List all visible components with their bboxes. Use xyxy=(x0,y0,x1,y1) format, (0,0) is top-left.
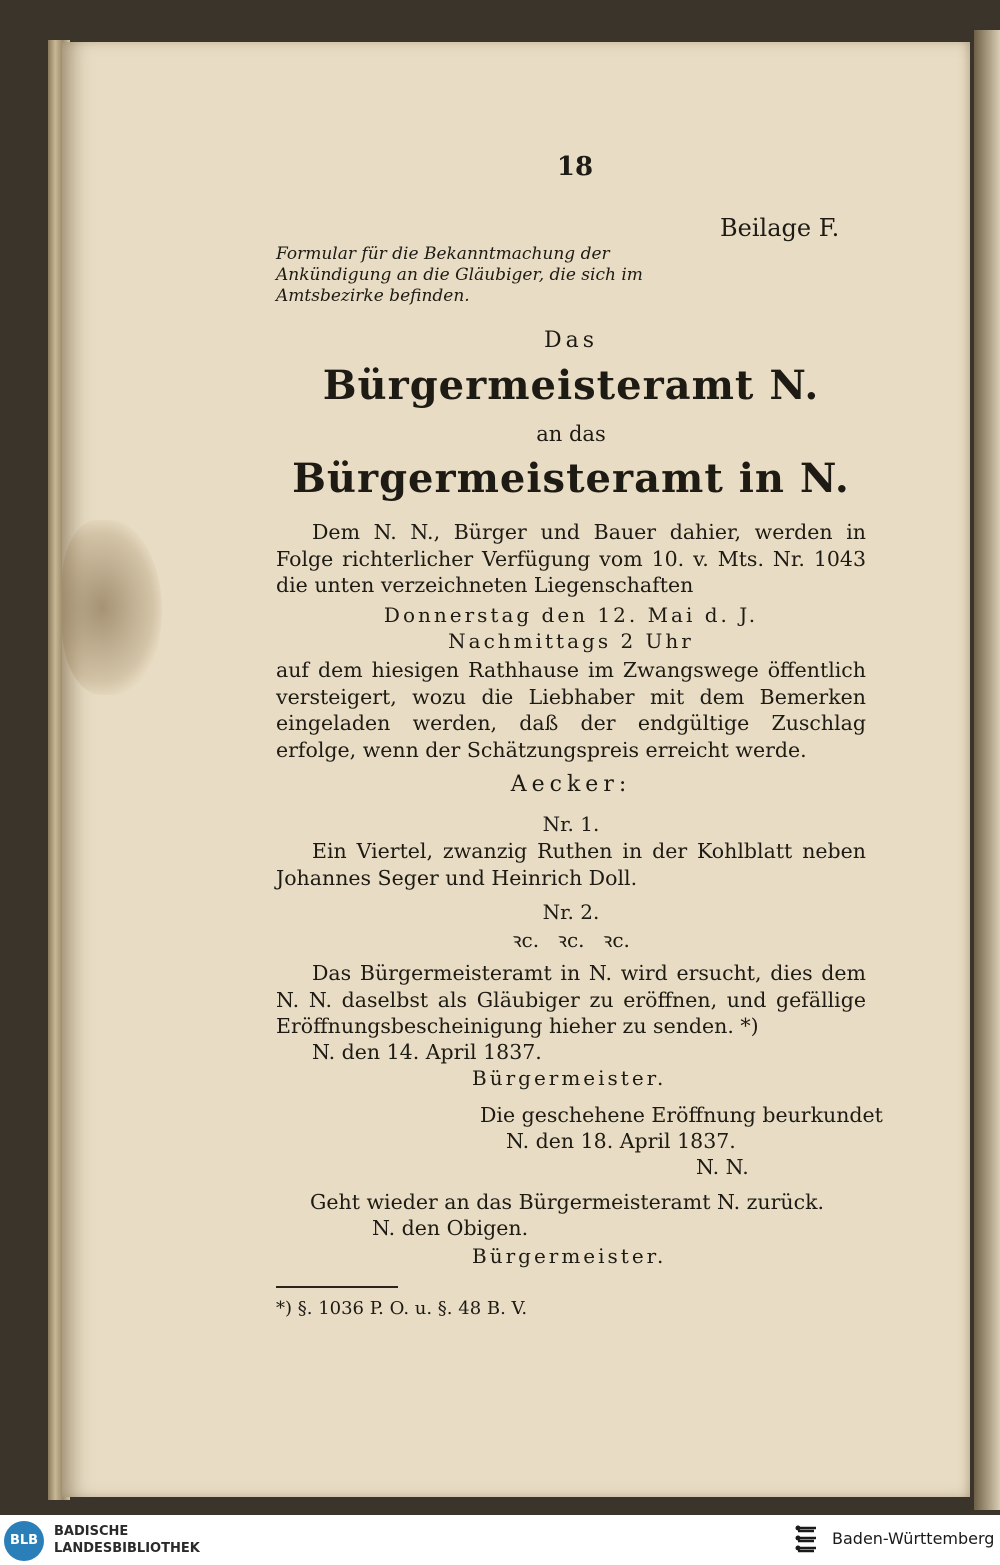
das-line: Das xyxy=(543,328,599,353)
signature-buergermeister-1: Bürgermeister. xyxy=(472,1066,667,1090)
beilage-label: Beilage F. xyxy=(720,214,840,242)
blb-name[interactable] xyxy=(54,1523,200,1557)
etc-line: ꝛc. ꝛc. ꝛc. xyxy=(512,928,630,952)
date-line-2: N. den 18. April 1837. xyxy=(506,1129,736,1153)
blb-name-line-2: LANDESBIBLIOTHEK xyxy=(54,1541,200,1556)
formular-note: Formular für die Bekanntmachung der Ankündigung an die Gläubiger, die sich im Amtsbezirke befinden. xyxy=(276,244,643,306)
return-line: Geht wieder an das Bürgermeisteramt N. zurück. xyxy=(310,1190,825,1214)
blb-name-line-1: BADISCHE xyxy=(54,1524,129,1539)
auction-time: Nachmittags 2 Uhr xyxy=(448,629,694,653)
heading-sender: Bürgermeisteramt N. xyxy=(322,362,820,409)
date-line-1: N. den 14. April 1837. xyxy=(312,1040,542,1064)
blb-logo-icon[interactable]: BLB xyxy=(4,1521,44,1561)
paragraph-request: Das Bürgermeisteramt in N. wird ersucht, dies dem N. N. daselbst als Gläubiger zu eröffnen, und gefällige Eröffnungsbescheinigung hieher zu senden. *) xyxy=(276,961,866,1038)
item-nr-1: Nr. 1. xyxy=(542,812,600,836)
confirmation-line: Die geschehene Eröffnung beurkundet xyxy=(480,1103,883,1127)
item-1-description: Ein Viertel, zwanzig Ruthen in der Kohlblatt neben Johannes Seger und Heinrich Doll. xyxy=(276,839,866,890)
item-nr-2: Nr. 2. xyxy=(542,900,600,924)
bw-lions-icon[interactable] xyxy=(792,1523,820,1557)
footnote: *) §. 1036 P. O. u. §. 48 B. V. xyxy=(276,1298,528,1319)
signature-nn: N. N. xyxy=(696,1155,749,1179)
date-line-3: N. den Obigen. xyxy=(372,1216,529,1240)
section-aecker: Aecker: xyxy=(510,772,632,797)
heading-recipient: Bürgermeisteramt in N. xyxy=(292,455,850,502)
auction-date: Donnerstag den 12. Mai d. J. xyxy=(383,603,759,627)
footnote-rule xyxy=(276,1286,398,1288)
signature-buergermeister-2: Bürgermeister. xyxy=(472,1244,667,1268)
bw-name[interactable]: Baden-Württemberg xyxy=(832,1529,995,1548)
paragraph-auction-details: auf dem hiesigen Rathhause im Zwangswege öffentlich versteigert, wozu die Liebhaber mit dem Bemerken eingeladen werden, daß der endgültige Zuschlag erfolge, wenn der Schätzungspreis erreicht werde. xyxy=(276,658,866,762)
water-stain xyxy=(62,520,162,695)
adjacent-page-edge xyxy=(974,30,1000,1510)
an-das-line: an das xyxy=(536,422,606,446)
paragraph-announcement: Dem N. N., Bürger und Bauer dahier, werden in Folge richterlicher Verfügung vom 10. v. Mts. Nr. 1043 die unten verzeichneten Liegenschaften xyxy=(276,520,866,597)
page-number: 18 xyxy=(556,152,594,182)
footer-bar xyxy=(0,1515,1000,1565)
